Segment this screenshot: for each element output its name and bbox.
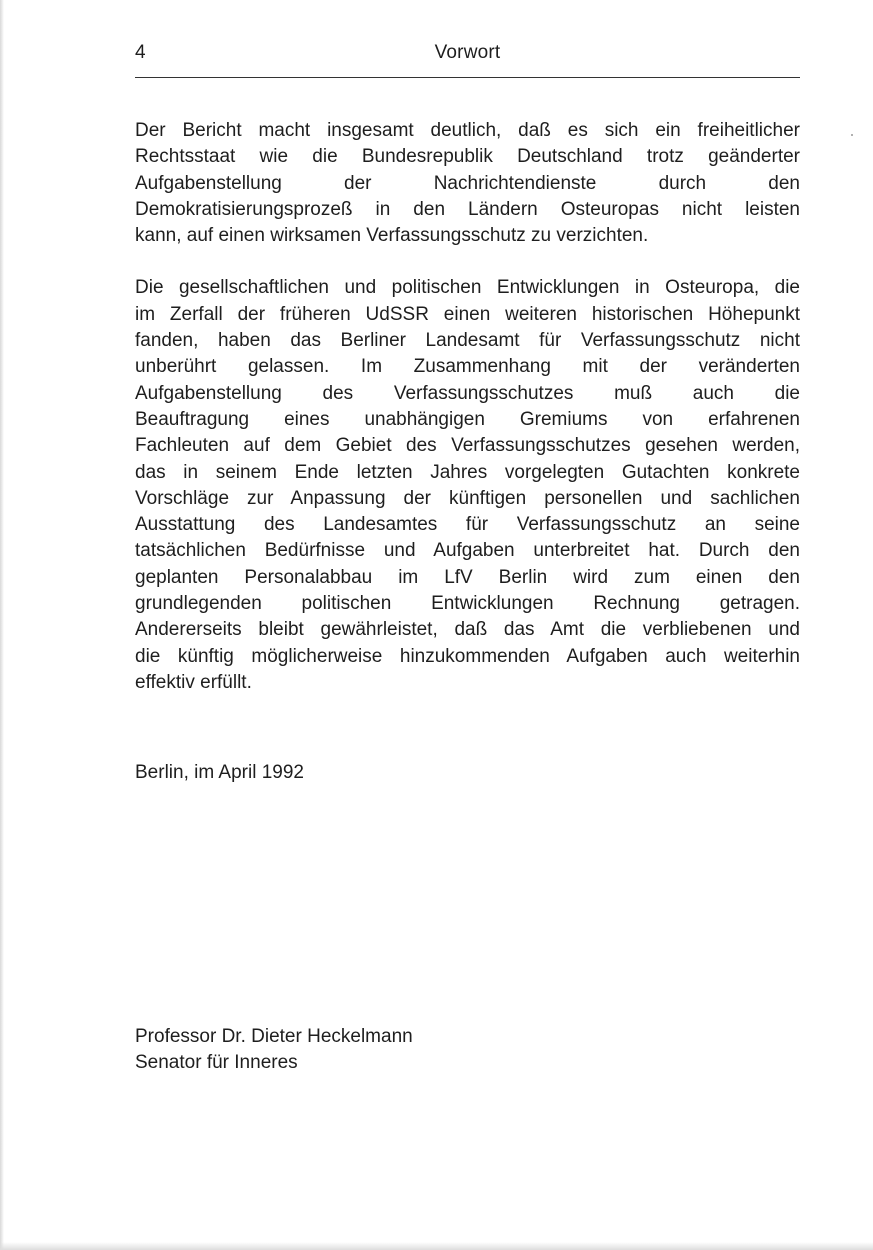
page-header [135, 38, 800, 68]
signature-block [135, 1024, 413, 1076]
scan-bottom-edge-shadow [0, 1242, 873, 1250]
text-line: grundlegenden politischen Entwicklungen Rechnung getragen. [135, 593, 800, 615]
text-line: die künftig möglicherweise hinzukommenden Aufgaben auch weiterhin [135, 645, 800, 667]
paragraph-1 [135, 118, 800, 249]
page-number: 4 [135, 42, 146, 63]
text-line: kann, auf einen wirksamen Verfassungsschutz zu verzichten. [135, 225, 649, 247]
text-line: tatsächlichen Bedürfnisse und Aufgaben unterbreitet hat. Durch den [135, 540, 800, 562]
text-line: Aufgabenstellung der Nachrichtendienste durch den [135, 172, 800, 194]
text-line: Der Bericht macht insgesamt deutlich, daß es sich ein freiheitlicher [135, 120, 800, 141]
header-rule [135, 77, 800, 78]
text-line: geplanten Personalabbau im LfV Berlin wird zum einen den [135, 566, 800, 588]
body-text [135, 118, 800, 722]
text-line: Vorschläge zur Anpassung der künftigen personellen und sachlichen [135, 487, 800, 509]
signatory-name: Professor Dr. Dieter Heckelmann [135, 1026, 413, 1047]
text-line: Die gesellschaftlichen und politischen Entwicklungen in Osteuropa, die [135, 277, 800, 299]
paragraph-2 [135, 275, 800, 696]
text-line: das in seinem Ende letzten Jahres vorgelegten Gutachten konkrete [135, 461, 800, 483]
scan-speck [851, 134, 853, 136]
text-line: Andererseits bleibt gewährleistet, daß das Amt die verbliebenen und [135, 619, 800, 641]
text-line: effektiv erfüllt. [135, 671, 252, 693]
text-line: im Zerfall der früheren UdSSR einen weiteren historischen Höhepunkt [135, 303, 800, 325]
signatory-title: Senator für Inneres [135, 1052, 298, 1073]
text-line: Aufgabenstellung des Verfassungsschutzes muß auch die [135, 382, 800, 404]
text-line: Beauftragung eines unabhängigen Gremiums von erfahrenen [135, 408, 800, 430]
dateline: Berlin, im April 1992 [135, 762, 304, 783]
text-line: Demokratisierungsprozeß in den Ländern Osteuropas nicht leisten [135, 198, 800, 220]
scan-left-edge-shadow [0, 0, 4, 1250]
text-line: Fachleuten auf dem Gebiet des Verfassungsschutzes gesehen werden, [135, 435, 800, 457]
text-line: unberührt gelassen. Im Zusammenhang mit der veränderten [135, 356, 800, 378]
text-line: Ausstattung des Landesamtes für Verfassungsschutz an seine [135, 514, 800, 536]
text-line: Rechtsstaat wie die Bundesrepublik Deutschland trotz geänderter [135, 146, 800, 168]
running-head: Vorwort [434, 42, 501, 63]
text-line: fanden, haben das Berliner Landesamt für Verfassungsschutz nicht [135, 330, 800, 352]
